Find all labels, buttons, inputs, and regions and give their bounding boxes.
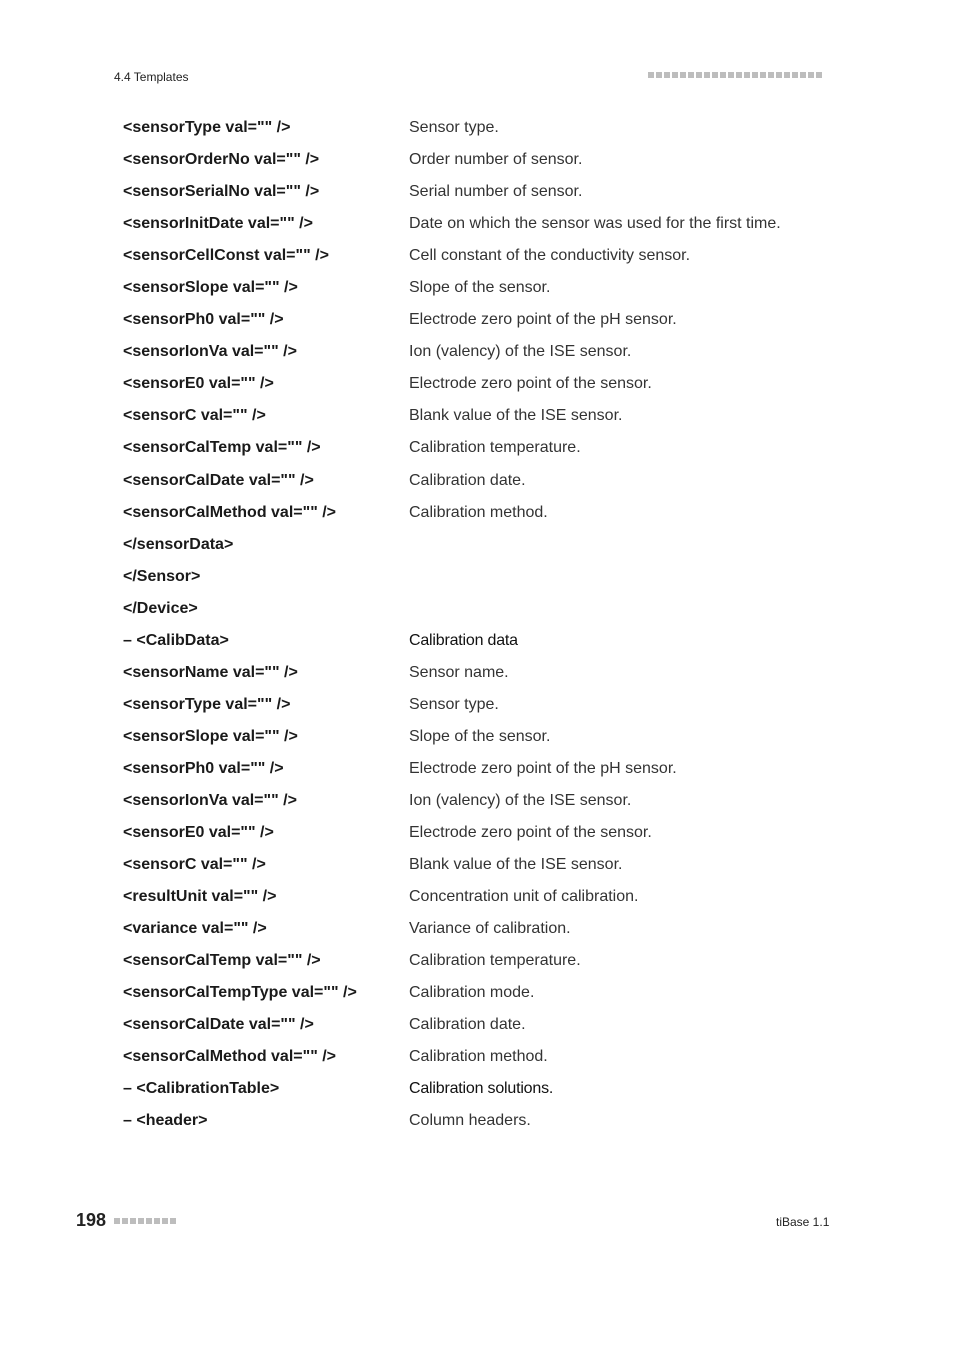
table-row xyxy=(123,144,843,176)
table-row xyxy=(123,657,843,689)
decoration-square xyxy=(130,1218,136,1224)
running-header-section: 4.4 Templates xyxy=(114,70,189,84)
xml-tag: <sensorCalDate val="" /> xyxy=(123,471,314,489)
xml-tag: <sensorCalMethod val="" /> xyxy=(123,1048,337,1066)
tag-description: Calibration temperature. xyxy=(409,439,581,457)
tag-description: Concentration unit of calibration. xyxy=(409,888,639,906)
xml-tag: <sensorCalDate val="" /> xyxy=(123,1016,314,1034)
decoration-square xyxy=(768,72,774,78)
xml-tag: <sensorCalTemp val="" /> xyxy=(123,439,321,457)
xml-tag: – <CalibrationTable> xyxy=(123,1080,280,1098)
decoration-square xyxy=(784,72,790,78)
table-row xyxy=(123,529,843,561)
product-name: tiBase 1.1 xyxy=(776,1215,830,1229)
xml-tag: <sensorType val="" /> xyxy=(123,119,291,137)
table-row xyxy=(123,561,843,593)
table-row xyxy=(123,689,843,721)
xml-tag: <sensorIonVa val="" /> xyxy=(123,792,297,809)
tag-description: Calibration method. xyxy=(409,1048,548,1066)
decoration-square xyxy=(664,72,670,78)
decoration-square xyxy=(122,1218,128,1224)
xml-tag: <sensorSlope val="" /> xyxy=(123,727,298,745)
running-header-decoration xyxy=(648,72,822,80)
xml-tag: <resultUnit val="" /> xyxy=(123,888,277,906)
xml-tag: </Device> xyxy=(123,599,198,617)
tag-description: Electrode zero point of the pH sensor. xyxy=(409,759,677,777)
decoration-square xyxy=(776,72,782,78)
tag-description: Calibration mode. xyxy=(409,984,535,1002)
tag-description: Ion (valency) of the ISE sensor. xyxy=(409,343,632,361)
table-row xyxy=(123,497,843,529)
decoration-square xyxy=(728,72,734,78)
tag-description: Calibration date. xyxy=(409,471,526,489)
decoration-square xyxy=(688,72,694,78)
xml-tag: <sensorE0 val="" /> xyxy=(123,375,274,393)
decoration-square xyxy=(736,72,742,78)
xml-tag: <sensorSlope val="" /> xyxy=(123,279,298,297)
xml-tag: </sensorData> xyxy=(123,535,234,553)
table-row xyxy=(123,913,843,945)
decoration-square xyxy=(680,72,686,78)
tag-description: Cell constant of the conductivity sensor. xyxy=(409,247,691,265)
tag-description: Sensor name. xyxy=(409,663,509,681)
xml-tag: <sensorCalMethod val="" /> xyxy=(123,503,337,521)
decoration-square xyxy=(114,1218,120,1224)
decoration-square xyxy=(672,72,678,78)
table-row xyxy=(123,721,843,753)
table-row xyxy=(123,240,843,272)
tag-description: Order number of sensor. xyxy=(409,151,583,169)
decoration-square xyxy=(146,1218,152,1224)
xml-tag: <sensorType val="" /> xyxy=(123,695,291,713)
decoration-square xyxy=(712,72,718,78)
tag-description: Electrode zero point of the sensor. xyxy=(409,824,652,842)
table-row xyxy=(123,112,843,144)
table-row xyxy=(123,432,843,464)
tag-description: Ion (valency) of the ISE sensor. xyxy=(409,792,632,809)
tag-description: Column headers. xyxy=(409,1112,531,1130)
decoration-square xyxy=(720,72,726,78)
table-row xyxy=(123,465,843,497)
table-row xyxy=(123,849,843,881)
decoration-square xyxy=(800,72,806,78)
table-row xyxy=(123,881,843,913)
xml-tag: <sensorCalTempType val="" /> xyxy=(123,984,357,1002)
table-row xyxy=(123,208,843,240)
table-row xyxy=(123,1073,843,1105)
decoration-square xyxy=(752,72,758,78)
table-row xyxy=(123,1041,843,1073)
xml-tag: <variance val="" /> xyxy=(123,920,267,938)
tag-description: Calibration method. xyxy=(409,503,548,521)
tag-description: Sensor type. xyxy=(409,695,499,713)
table-row xyxy=(123,753,843,785)
tag-description: Serial number of sensor. xyxy=(409,183,583,201)
xml-tag: <sensorE0 val="" /> xyxy=(123,824,274,842)
decoration-square xyxy=(704,72,710,78)
xml-tag: <sensorName val="" /> xyxy=(123,663,298,681)
table-row xyxy=(123,272,843,304)
xml-tag: <sensorInitDate val="" /> xyxy=(123,215,313,233)
xml-tag: <sensorIonVa val="" /> xyxy=(123,343,297,361)
decoration-square xyxy=(696,72,702,78)
decoration-square xyxy=(792,72,798,78)
table-row xyxy=(123,336,843,368)
table-row xyxy=(123,817,843,849)
tag-description: Blank value of the ISE sensor. xyxy=(409,856,623,874)
decoration-square xyxy=(162,1218,168,1224)
tag-description-table xyxy=(123,112,843,1138)
table-row xyxy=(123,176,843,208)
footer-decoration xyxy=(114,1218,176,1224)
xml-tag: – <header> xyxy=(123,1112,208,1130)
table-row xyxy=(123,304,843,336)
xml-tag: – <CalibData> xyxy=(123,631,229,649)
decoration-square xyxy=(656,72,662,78)
tag-description: Blank value of the ISE sensor. xyxy=(409,407,623,425)
table-row xyxy=(123,368,843,400)
decoration-square xyxy=(816,72,822,78)
decoration-square xyxy=(760,72,766,78)
table-row xyxy=(123,945,843,977)
tag-description: Variance of calibration. xyxy=(409,920,571,938)
table-row xyxy=(123,1009,843,1041)
table-row xyxy=(123,1105,843,1137)
xml-tag: <sensorCellConst val="" /> xyxy=(123,247,329,265)
xml-tag: </Sensor> xyxy=(123,567,201,585)
decoration-square xyxy=(648,72,654,78)
xml-tag: <sensorPh0 val="" /> xyxy=(123,759,284,777)
tag-description: Calibration data xyxy=(409,631,518,649)
tag-description: Slope of the sensor. xyxy=(409,727,551,745)
table-row xyxy=(123,625,843,657)
tag-description: Slope of the sensor. xyxy=(409,279,551,297)
xml-tag: <sensorSerialNo val="" /> xyxy=(123,183,320,201)
tag-description: Date on which the sensor was used for the first time. xyxy=(409,215,781,233)
decoration-square xyxy=(170,1218,176,1224)
decoration-square xyxy=(744,72,750,78)
tag-description: Calibration temperature. xyxy=(409,952,581,970)
tag-description: Calibration date. xyxy=(409,1016,526,1034)
xml-tag: <sensorC val="" /> xyxy=(123,856,266,874)
decoration-square xyxy=(808,72,814,78)
xml-tag: <sensorC val="" /> xyxy=(123,407,266,425)
table-row xyxy=(123,593,843,625)
xml-tag: <sensorOrderNo val="" /> xyxy=(123,151,320,169)
xml-tag: <sensorCalTemp val="" /> xyxy=(123,952,321,970)
page-number: 198 xyxy=(76,1210,107,1230)
tag-description: Calibration solutions. xyxy=(409,1080,554,1098)
tag-description: Sensor type. xyxy=(409,119,499,137)
tag-description: Electrode zero point of the pH sensor. xyxy=(409,311,677,329)
table-row xyxy=(123,400,843,432)
tag-description: Electrode zero point of the sensor. xyxy=(409,375,652,393)
xml-tag: <sensorPh0 val="" /> xyxy=(123,311,284,329)
decoration-square xyxy=(154,1218,160,1224)
decoration-square xyxy=(138,1218,144,1224)
table-row xyxy=(123,785,843,817)
table-row xyxy=(123,977,843,1009)
